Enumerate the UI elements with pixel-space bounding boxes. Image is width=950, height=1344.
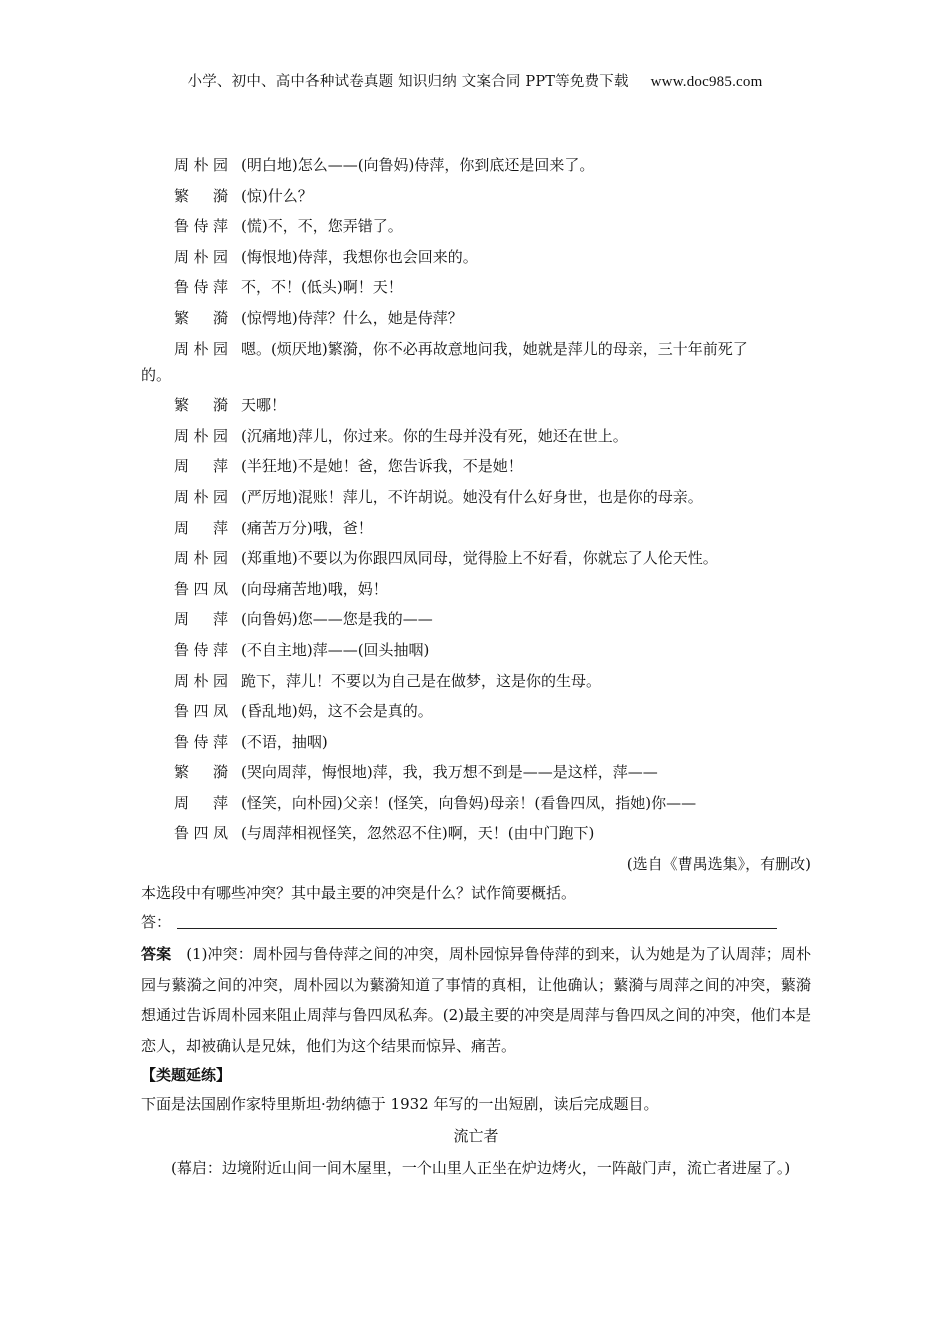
speech-text: (明白地)怎么——(向鲁妈)侍萍，你到底还是回来了。 <box>241 156 595 174</box>
speech-text: (悔恨地)侍萍，我想你也会回来的。 <box>241 247 478 266</box>
speaker-name: 周朴园 <box>174 156 228 174</box>
speaker-name: 周 萍 <box>174 610 228 629</box>
dialogue-line <box>141 334 811 365</box>
dialogue-line <box>141 150 811 181</box>
stage-direction: (幕启：边境附近山间一间木屋里，一个山里人正坐在炉边烤火，一阵敲门声，流亡者进屋了。) <box>171 1159 791 1178</box>
speaker-name: 周 萍 <box>174 457 228 476</box>
dialogue-line <box>141 666 811 697</box>
speech-text: (惊愕地)侍萍？什么，她是侍萍？ <box>241 308 463 327</box>
dialogue-line <box>141 390 811 421</box>
speaker-name: 周 萍 <box>174 793 228 812</box>
dialogue-line <box>141 543 811 574</box>
extension-section-tag: 【类题延练】 <box>141 1066 232 1085</box>
extension-intro-text: 下面是法国剧作家特里斯坦·勃纳德于 1932 年写的一出短剧，读后完成题目。 <box>141 1095 659 1114</box>
dialogue-line <box>141 574 811 605</box>
dialogue-line-continued <box>141 364 811 390</box>
speech-text: 嗯。(烦厌地)繁漪，你不必再故意地问我，她就是萍儿的母亲，三十年前死了 <box>241 339 748 358</box>
speech-text: 不，不！(低头)啊！天！ <box>241 278 403 297</box>
dialogue-line <box>141 211 811 242</box>
speaker-name: 周朴园 <box>174 339 228 358</box>
answer-input-line <box>141 907 811 937</box>
speaker-name: 鲁四凤 <box>174 702 228 721</box>
dialogue-line <box>141 757 811 788</box>
speaker-name: 周朴园 <box>174 247 228 266</box>
speech-text: (哭向周萍，悔恨地)萍，我，我万想不到是——是这样，萍—— <box>241 763 658 782</box>
speech-text: (半狂地)不是她！爸，您告诉我，不是她！ <box>241 457 523 476</box>
speaker-name: 周朴园 <box>174 549 228 568</box>
answer-prompt-label: 答： <box>141 913 172 932</box>
play-title: 流亡者 <box>453 1127 499 1146</box>
speech-text: (昏乱地)妈，这不会是真的。 <box>241 702 433 721</box>
speech-text: (郑重地)不要以为你跟四凤同母，觉得脸上不好看，你就忘了人伦天性。 <box>241 549 718 568</box>
source-citation: (选自《曹禺选集》，有删改) <box>626 855 811 874</box>
speaker-name: 鲁侍萍 <box>174 278 228 297</box>
question-text: 本选段中有哪些冲突？其中最主要的冲突是什么？试作简要概括。 <box>141 884 577 903</box>
dialogue-line <box>141 421 811 452</box>
header-promo-text: 小学、初中、高中各种试卷真题 知识归纳 文案合同 PPT等免费下载 <box>187 74 629 90</box>
speech-text: (慌)不，不，您弄错了。 <box>241 217 403 236</box>
speaker-name: 鲁侍萍 <box>174 640 228 659</box>
speech-text: (惊)什么？ <box>241 186 313 205</box>
dialogue-line <box>141 727 811 758</box>
speaker-name: 周朴园 <box>174 426 228 445</box>
speech-text: 天哪！ <box>241 396 287 415</box>
speech-text: (严厉地)混账！萍儿，不许胡说。她没有什么好身世，也是你的母亲。 <box>241 487 703 506</box>
document-body <box>141 150 811 1184</box>
speaker-name: 周朴园 <box>174 671 228 690</box>
answer-explanation <box>141 939 811 1061</box>
dialogue-line <box>141 788 811 819</box>
speech-text-continued: 的。 <box>141 366 172 385</box>
speech-text: (向鲁妈)您——您是我的—— <box>241 610 433 629</box>
dialogue-line <box>141 272 811 303</box>
speaker-name: 鲁侍萍 <box>174 217 228 236</box>
speaker-name: 繁 漪 <box>174 396 228 415</box>
dialogue-line <box>141 451 811 482</box>
page-header <box>0 70 950 91</box>
speech-text: (不语，抽咽) <box>241 732 328 751</box>
speaker-name: 周朴园 <box>174 487 228 506</box>
speech-text: (不自主地)萍——(回头抽咽) <box>241 640 430 659</box>
answer-text: (1)冲突：周朴园与鲁侍萍之间的冲突，周朴园惊异鲁侍萍的到来，认为她是为了认周萍；周朴园与蘩漪之间的冲突，周朴园以为蘩漪知道了事情的真相，让他确认；蘩漪与周萍之间的冲突，蘩漪想通过告诉周朴园来阻止周萍与鲁四凤私奔。(2)最主要的冲突是周萍与鲁四凤之间的冲突，他们本是恋人，却被确认是兄妹，他们为这个结果而惊异、痛苦。 <box>141 945 811 1055</box>
speaker-name: 周 萍 <box>174 518 228 537</box>
answer-blank-field[interactable] <box>177 912 777 929</box>
speaker-name: 鲁四凤 <box>174 824 228 843</box>
dialogue-section <box>141 150 811 849</box>
dialogue-line <box>141 696 811 727</box>
speaker-name: 鲁侍萍 <box>174 732 228 751</box>
dialogue-line <box>141 635 811 666</box>
dialogue-line <box>141 513 811 544</box>
header-site-url[interactable]: www.doc985.com <box>650 74 763 90</box>
speech-text: 跪下，萍儿！不要以为自己是在做梦，这是你的生母。 <box>241 671 602 690</box>
speaker-name: 繁 漪 <box>174 308 228 327</box>
speech-text: (沉痛地)萍儿，你过来。你的生母并没有死，她还在世上。 <box>241 426 628 445</box>
speech-text: (与周萍相视怪笑，忽然忍不住)啊，天！(由中门跑下) <box>241 824 595 843</box>
speech-text: (怪笑，向朴园)父亲！(怪笑，向鲁妈)母亲！(看鲁四凤，指她)你—— <box>241 793 697 812</box>
speaker-name: 鲁四凤 <box>174 579 228 598</box>
dialogue-line <box>141 482 811 513</box>
answer-label: 答案 <box>141 945 172 964</box>
speaker-name: 繁 漪 <box>174 186 228 205</box>
speech-text: (向母痛苦地)哦，妈！ <box>241 579 388 598</box>
speaker-name: 繁 漪 <box>174 763 228 782</box>
dialogue-line <box>141 303 811 334</box>
dialogue-line <box>141 818 811 849</box>
dialogue-line <box>141 181 811 212</box>
speech-text: (痛苦万分)哦，爸！ <box>241 518 373 537</box>
dialogue-line <box>141 242 811 273</box>
dialogue-line <box>141 604 811 635</box>
